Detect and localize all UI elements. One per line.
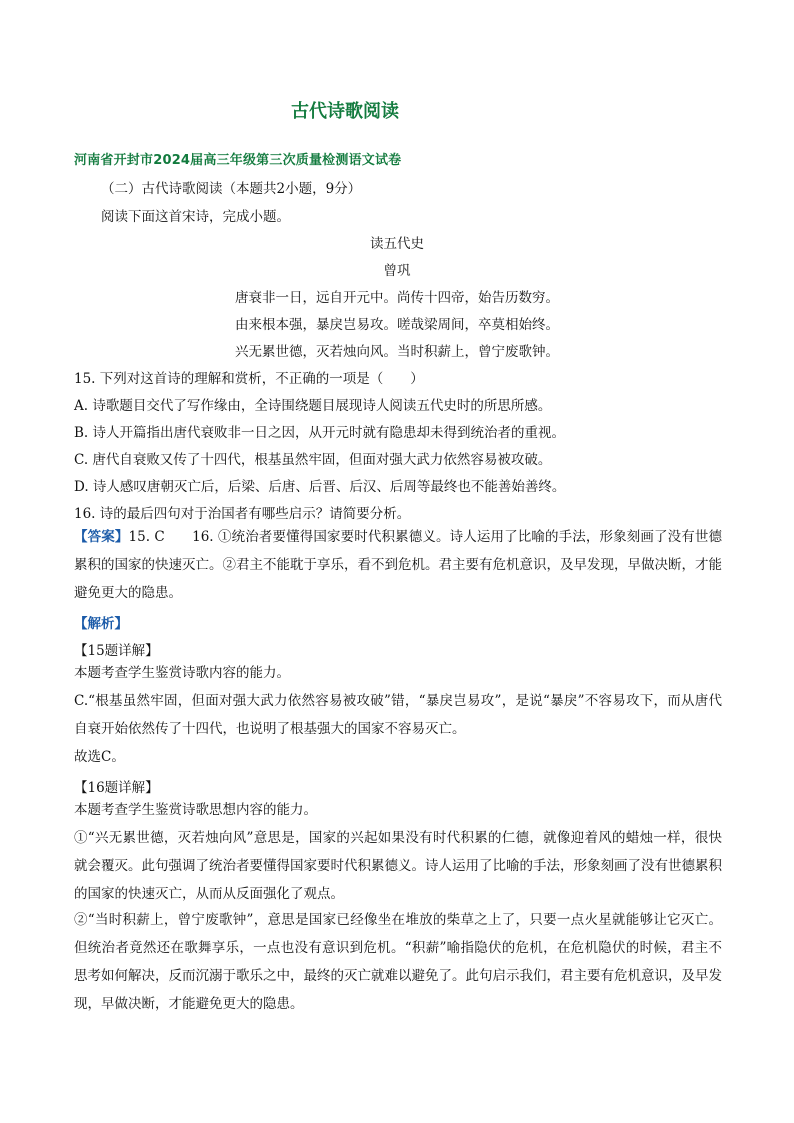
analysis-tag: 【解析】 (74, 616, 128, 632)
q16-analysis-line: ①“兴无累世德，灭若烛向风”意思是，国家的兴起如果没有时代积累的仁德，就像迎着风的蜡烛一样，很快就会覆灭。此句强调了统治者要懂得国家要时代积累德义。诗人运用了比喻的手法，形象刻画了没有世德累积的国家的快速灭亡，从而从反面强化了观点。 (74, 830, 722, 902)
q15-analysis-line: 故选C。 (74, 749, 125, 765)
q16-analysis-head: 【16题详解】 (74, 780, 159, 796)
option-c: C. 唐代自衰败又传了十四代，根基虽然牢固，但面对强大武力依然容易被攻破。 (74, 452, 552, 468)
answer-text: 15. C 16. ①统治者要懂得国家要时代积累德义。诗人运用了比喻的手法，形象刻画了没有世德累积的国家的快速灭亡。②君主不能耽于享乐，看不到危机。君主要有危机意识，及早发现，早做决断，才能避免更大的隐患。 (74, 529, 723, 601)
answer-block (74, 523, 722, 607)
poem-line: 唐衰非一日，远自开元中。尚传十四帝，始告历数穷。 (235, 290, 559, 306)
q15-analysis-line: C.“根基虽然牢固，但面对强大武力依然容易被攻破”错，“暴戾岂易攻”，是说“暴戾”不容易攻下，而从唐代自衰开始依然传了十四代，也说明了根基强大的国家不容易灭亡。 (74, 693, 722, 737)
option-b: B. 诗人开篇指出唐代衰败非一日之因，从开元时就有隐患却未得到统治者的重视。 (74, 425, 566, 441)
section-header: （二）古代诗歌阅读（本题共2小题，9分） (101, 181, 362, 197)
page-title: 古代诗歌阅读 (291, 101, 399, 122)
q15-analysis-line: 本题考查学生鉴赏诗歌内容的能力。 (74, 665, 290, 681)
q16-analysis-line: 本题考查学生鉴赏诗歌思想内容的能力。 (74, 802, 317, 818)
option-d: D. 诗人感叹唐朝灭亡后，后梁、后唐、后晋、后汉、后周等最终也不能善始善终。 (74, 479, 566, 495)
poem-line: 兴无累世德，灭若烛向风。当时积薪上，曾宁废歌钟。 (235, 344, 559, 360)
question-15-stem: 15. 下列对这首诗的理解和赏析，不正确的一项是（ ） (74, 371, 424, 387)
instruction: 阅读下面这首宋诗，完成小题。 (101, 209, 290, 225)
question-16-stem: 16. 诗的最后四句对于治国者有哪些启示？请简要分析。 (74, 506, 411, 522)
exam-source: 河南省开封市2024届高三年级第三次质量检测语文试卷 (74, 153, 402, 168)
poem-title: 读五代史 (370, 236, 424, 252)
poem-author: 曾巩 (383, 263, 411, 279)
poem-line: 由来根本强，暴戾岂易攻。嗟哉梁周间，卒莫相始终。 (235, 317, 559, 333)
answer-tag: 【答案】 (74, 529, 129, 545)
q15-analysis-head: 【15题详解】 (74, 643, 159, 659)
q16-analysis-line: ②“当时积薪上，曾宁废歌钟”，意思是国家已经像坐在堆放的柴草之上了，只要一点火星就能够让它灭亡。但统治者竟然还在歌舞享乐，一点也没有意识到危机。“积薪”喻指隐伏的危机，在危机隐伏的时候，君主不思考如何解决，反而沉溺于歌乐之中，最终的灭亡就难以避免了。此句启示我们，君主要有危机意识，及早发现，早做决断，才能避免更大的隐患。 (74, 912, 722, 1012)
option-a: A. 诗歌题目交代了写作缘由，全诗围绕题目展现诗人阅读五代史时的所思所感。 (74, 398, 552, 414)
